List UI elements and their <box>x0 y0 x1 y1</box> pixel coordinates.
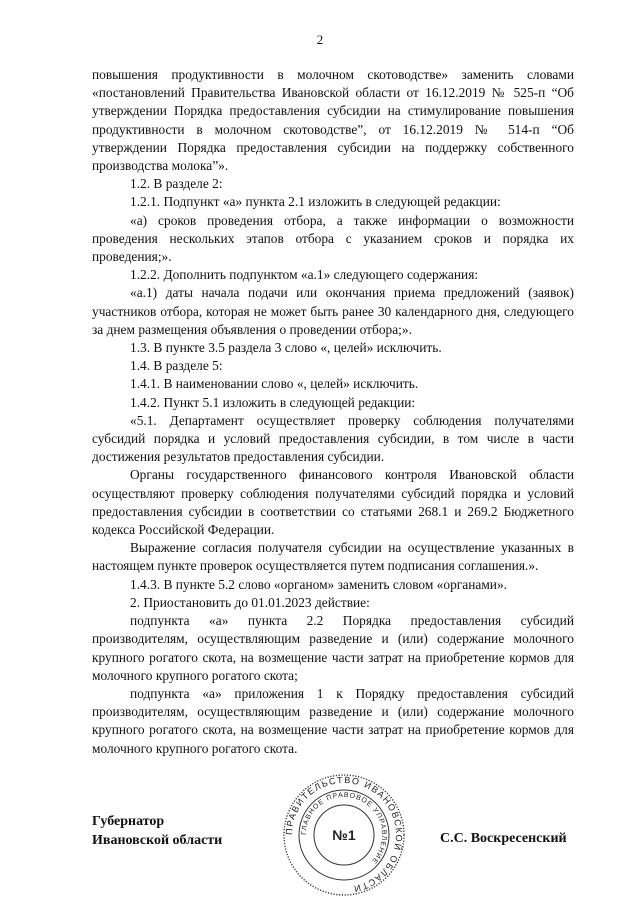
paragraph: подпункта «а» приложения 1 к Порядку предоставления субсидий производителям, осуществляющим разведение и (или) содержание молочного крупного рогатого скота, на возмещение части затрат на приобретение кормов для молочного крупного рогатого скота. <box>92 685 574 756</box>
paragraph: «а.1) даты начала подачи или окончания приема предложений (заявок) участников отбора, которая не может быть ранее 30 календарного дня, следующего за днем размещения объявления о проведении отбора;». <box>92 285 574 337</box>
paragraph: 1.3. В пункте 3.5 раздела 3 слово «, целей» исключить. <box>130 340 442 356</box>
paragraph: повышения продуктивности в молочном скотоводстве» заменить словами «постановлений Правительства Ивановской области от 16.12.2019 № 525-п “Об утверждении Порядка предоставления субсидии на стимулирование повышения продуктивности в молочном скотоводстве”, от 16.12.2019 № 514-п “Об утверждении Порядка предоставления субсидии на поддержку собственного производства молока”». <box>92 67 574 174</box>
signature-title <box>92 812 222 850</box>
paragraph: 1.4.1. В наименовании слово «, целей» исключить. <box>130 376 419 392</box>
stamp-number: №1 <box>332 827 356 843</box>
paragraph: подпункта «а» пункта 2.2 Порядка предоставления субсидий производителям, осуществляющим разведение и (или) содержание молочного крупного рогатого скота, на возмещение части затрат на приобретение кормов для молочного крупного рогатого скота; <box>92 613 574 683</box>
paragraph: 1.4. В разделе 5: <box>130 358 223 374</box>
signature-title-line1: Губернатор <box>92 814 165 829</box>
document-body <box>92 66 574 758</box>
official-stamp <box>282 773 406 897</box>
paragraph: 1.2.2. Дополнить подпунктом «а.1» следующего содержания: <box>130 267 479 283</box>
paragraph: «а) сроков проведения отбора, а также информации о возможности проведения нескольких этапов отбора с указанием сроков и порядка их проведения;». <box>92 212 574 265</box>
paragraph: 2. Приостановить до 01.01.2023 действие: <box>130 594 370 610</box>
paragraph: Выражение согласия получателя субсидии на осуществление указанных в настоящем пункте проверок осуществляется путем подписания соглашения.». <box>92 540 574 574</box>
signature-name: С.С. Воскресенский <box>440 831 567 846</box>
signature-title-line2: Ивановской области <box>92 833 223 848</box>
stamp-inner-text: ГЛАВНОЕ ПРАВОВОЕ УПРАВЛЕНИЕ <box>300 791 388 866</box>
paragraph: 1.2.1. Подпункт «а» пункта 2.1 изложить в следующей редакции: <box>130 194 501 210</box>
paragraph: Органы государственного финансового контроля Ивановской области осуществляют проверку соблюдения получателями субсидий порядка и условий предоставления субсидии в соответствии со статьями 268.1 и 269.2 Бюджетного кодекса Российской Федерации. <box>92 467 574 538</box>
paragraph: 1.2. В разделе 2: <box>130 176 223 192</box>
paragraph: 1.4.2. Пункт 5.1 изложить в следующей редакции: <box>130 394 416 410</box>
paragraph: 1.4.3. В пункте 5.2 слово «органом» заменить словом «органами». <box>130 576 507 592</box>
stamp-outer-text: ПРАВИТЕЛЬСТВО ИВАНОВСКОЙ ОБЛАСТИ <box>283 774 405 895</box>
page-number: 2 <box>316 32 324 47</box>
paragraph: «5.1. Департамент осуществляет проверку соблюдения получателями субсидий порядка и условий предоставления субсидии, в том числе в части достижения результатов предоставления субсидии. <box>92 412 574 465</box>
